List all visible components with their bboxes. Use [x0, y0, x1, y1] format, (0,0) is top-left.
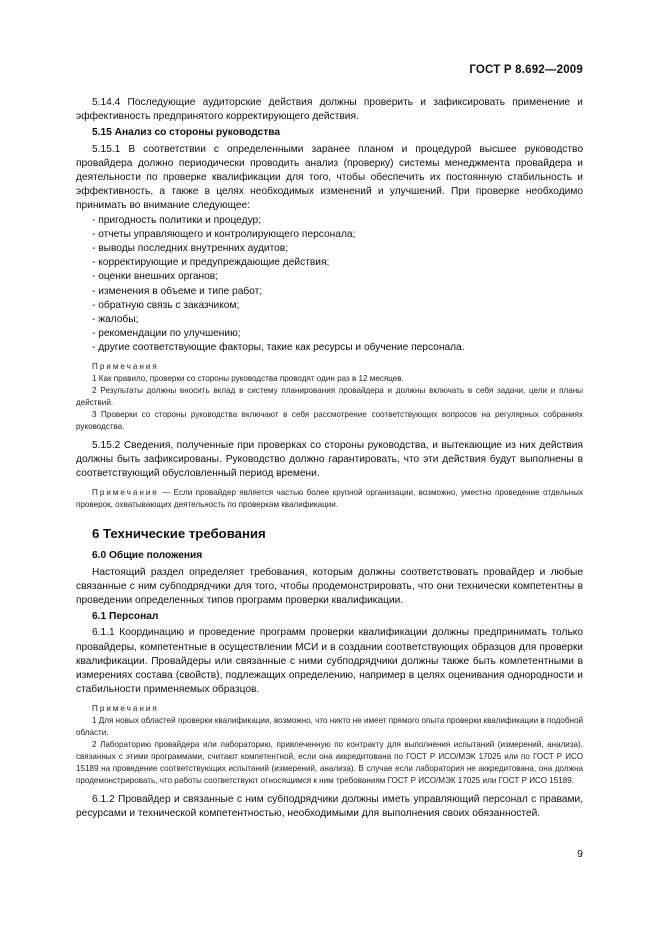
list-item: - изменения в объеме и типе работ;: [92, 285, 263, 297]
note-label: Примечание: [92, 488, 159, 498]
section-heading-6: 6 Технические требования: [92, 526, 266, 542]
page-body: [76, 96, 583, 821]
page-number: 9: [577, 848, 583, 860]
paragraph-6-1-1: 6.1.1 Координацию и проведение программ проверки квалификации должны предпринимать только провайдеры, компетентные в осуществлении МСИ и в создании соответствующих образцов для проверки квалификации. Провайдеры или связанные с ними субподрядчики должны также быть компетентными в измерениях состава (свойств), подлежащих определению, например в целях оценивания однородности и стабильности применяемых образцов.: [76, 627, 583, 696]
list-item: - корректирующие и предупреждающие действия;: [92, 257, 330, 269]
note-item: 1 Как правило, проверки со стороны руководства проводят один раз в 12 месяцев.: [92, 373, 404, 383]
note-item: 1 Для новых областей проверки квалификации, возможно, что никто не имеет прямого опыта проверки квалификации в подобной области.: [76, 715, 583, 737]
notes-block-3: [76, 703, 583, 787]
list-item: - рекомендации по улучшению;: [92, 328, 241, 340]
single-note: [76, 487, 583, 511]
section-title-6-0: 6.0 Общие положения: [92, 550, 203, 562]
paragraph-6-0: Настоящий раздел определяет требования, которым должны соответствовать провайдер и любые связанные с ним субподрядчики для того, чтобы продемонстрировать, что они технически компетентны в проведении определенных типов программ проверки квалификации.: [76, 566, 583, 607]
list-item: - обратную связь с заказчиком;: [92, 299, 240, 311]
list-item: - оценки внешних органов;: [92, 271, 219, 283]
notes-block-1: [76, 361, 583, 433]
list-item: - пригодность политики и процедур;: [92, 214, 262, 226]
note-item: 3 Проверки со стороны руководства включают в себя рассмотрение соответствующих вопросов на регулярных собраниях руководства.: [76, 409, 583, 431]
paragraph-6-1-2: 6.1.2 Провайдер и связанные с ним субподрядчики должны иметь управляющий персонал с правами, ресурсами и технической компетентностью, необходимыми для выполнения своих обязанностей.: [76, 793, 583, 819]
list-item: - отчеты управляющего и контролирующего персонала;: [92, 228, 356, 240]
section-title-5-15: 5.15 Анализ со стороны руководства: [92, 127, 280, 139]
section-title-6-1: 6.1 Персонал: [92, 611, 159, 623]
paragraph-5-15-2: 5.15.2 Сведения, полученные при проверках со стороны руководства, и вытекающие из них действия должны быть зафиксированы. Руководство должно гарантировать, что эти действия будут выполнены в соответствующий обусловленный период времени.: [76, 439, 583, 480]
note-text: — Если провайдер является частью более крупной организации, возможно, уместно проведение отдельных проверок, охватывающих деятельность по проверкам квалификации.: [76, 488, 583, 510]
review-items-list: [76, 214, 583, 356]
list-item: - выводы последних внутренних аудитов;: [92, 243, 289, 255]
document-header: ГОСТ Р 8.692—2009: [469, 64, 583, 76]
paragraph-5-15-1: 5.15.1 В соответствии с определенными заранее планом и процедурой высшее руководство провайдера должно периодически проводить анализ (проверку) системы менеджмента провайдера и деятельности по проверке квалификации для того, чтобы обеспечить их постоянную стабильность и эффективность, а также в целях необходимых изменений и улучшений. При проверке необходимо принимать во внимание следующее:: [76, 143, 583, 212]
notes-title: Примечания: [92, 361, 159, 371]
list-item: - другие соответствующие факторы, такие как ресурсы и обучение персонала.: [92, 342, 465, 354]
note-item: 2 Лабораторию провайдера или лабораторию, привлеченную по контракту для выполнения испытаний (измерений, анализа), связанных с этими программами, считают компетентной, если она аккредитована по ГОСТ Р ИСО/МЭК 17025 или по ГОСТ Р ИСО 15189 на проведение соответствующих испытаний (измерений, анализа). В случае если лаборатория не аккредитована, она должна продемонстрировать, что работы соответствуют относящимся к ним требованиям ГОСТ Р ИСО/МЭК 17025 или ГОСТ Р ИСО 15189.: [76, 739, 583, 785]
list-item: - жалобы;: [92, 314, 139, 326]
note-item: 2 Результаты должны вносить вклад в систему планирования провайдера и должны включать в себя задачи, цели и планы действий.: [76, 385, 583, 407]
paragraph-5-14-4: 5.14.4 Последующие аудиторские действия должны проверить и зафиксировать применение и эффективность предпринятого корректирующего действия.: [76, 97, 583, 123]
notes-title: Примечания: [92, 703, 159, 713]
